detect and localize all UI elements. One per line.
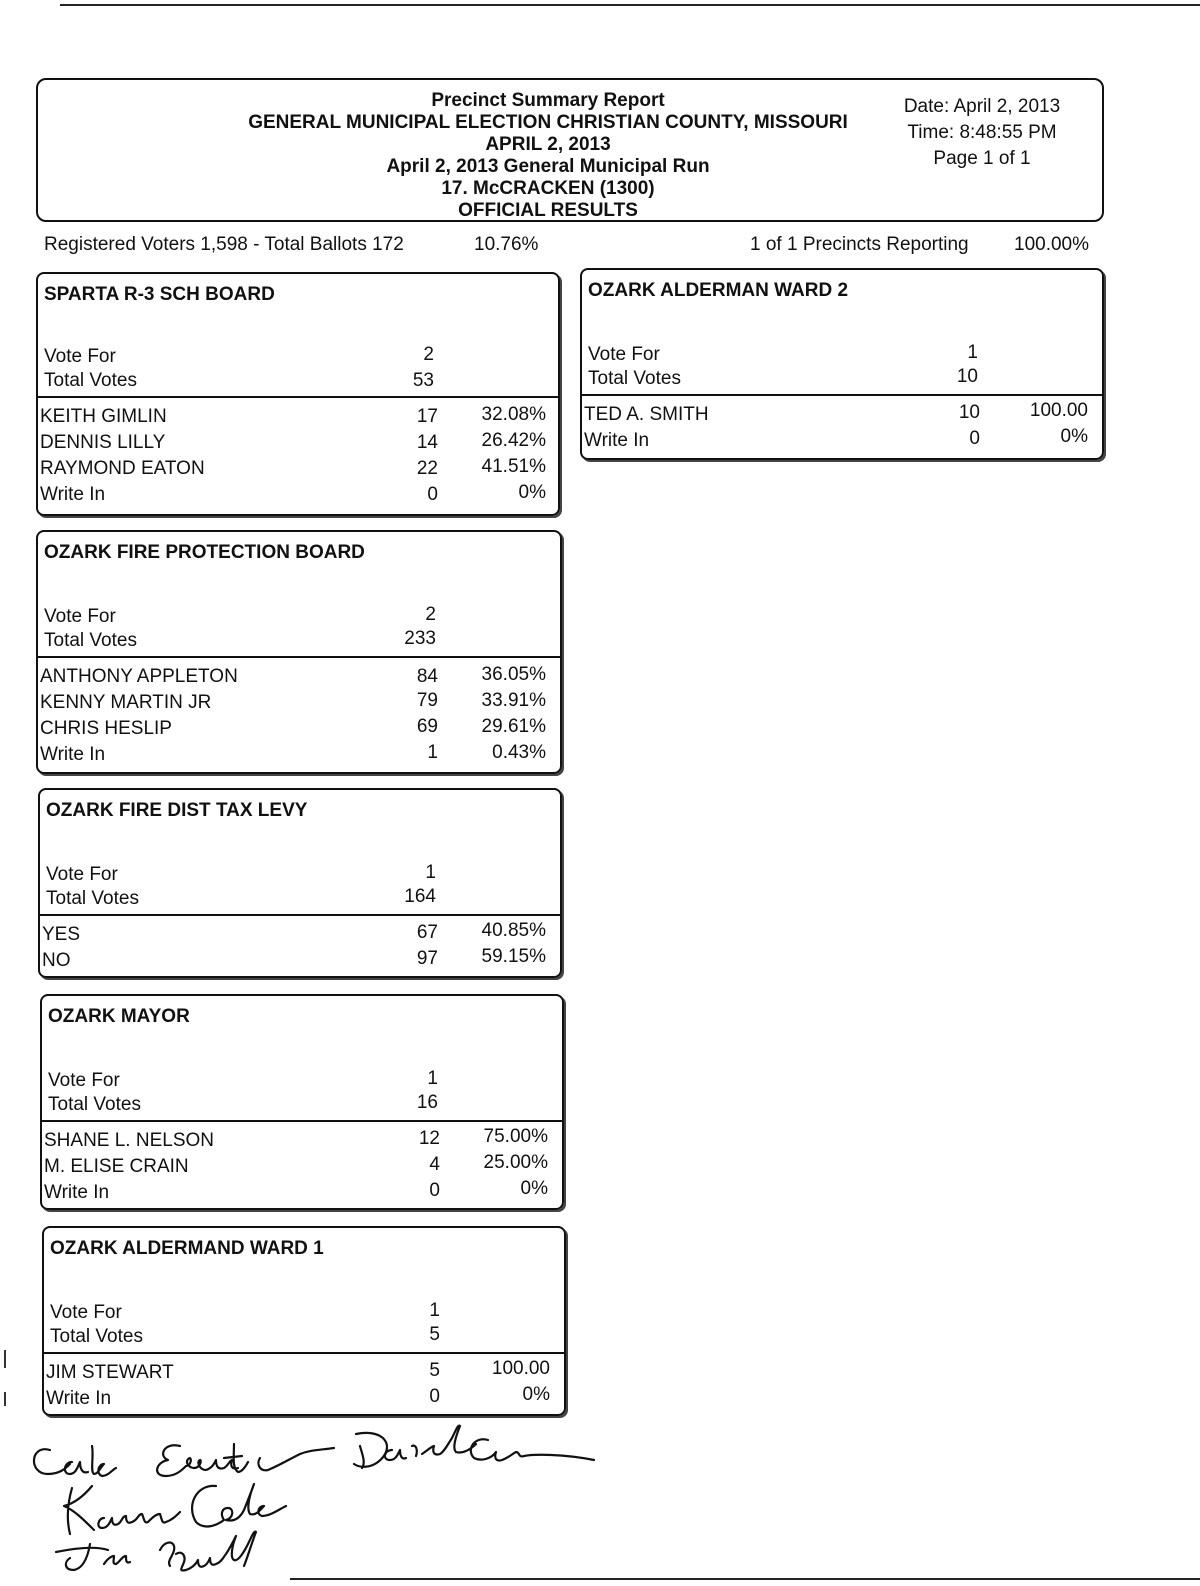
signature-1 xyxy=(34,1446,116,1476)
signature-3 xyxy=(64,1484,286,1534)
candidate-name: KEITH GIMLIN xyxy=(40,406,167,427)
vote-for-label: Vote For xyxy=(50,1302,122,1323)
total-votes-label: Total Votes xyxy=(44,370,137,391)
candidate-votes: 22 xyxy=(416,458,438,479)
vote-for-label: Vote For xyxy=(44,346,116,367)
candidate-pct: 100.00 xyxy=(1029,400,1088,421)
total-votes-label: Total Votes xyxy=(44,630,137,651)
total-votes-value: 5 xyxy=(429,1324,440,1345)
candidate-votes: 12 xyxy=(418,1128,440,1149)
candidate-pct: 0% xyxy=(518,482,546,503)
divider xyxy=(42,1120,562,1122)
candidate-votes: 1 xyxy=(427,742,438,763)
vote-for-label: Vote For xyxy=(44,606,116,627)
candidate-pct: 59.15% xyxy=(481,946,546,967)
candidate-votes: 10 xyxy=(958,402,980,423)
candidate-name: ANTHONY APPLETON xyxy=(40,666,238,687)
candidate-votes: 14 xyxy=(416,432,438,453)
race-title: OZARK FIRE PROTECTION BOARD xyxy=(44,542,365,563)
candidate-votes: 0 xyxy=(429,1386,440,1407)
signature-4 xyxy=(56,1532,256,1571)
candidate-votes: 17 xyxy=(416,406,438,427)
total-votes-label: Total Votes xyxy=(588,368,681,389)
race-ozark-alderman-ward-1 xyxy=(42,1226,566,1416)
top-scan-line xyxy=(60,4,1200,6)
candidate-name: YES xyxy=(42,924,81,945)
candidate-name: JIM STEWART xyxy=(46,1362,174,1383)
race-ozark-alderman-ward-2 xyxy=(580,268,1104,460)
vote-for-value: 1 xyxy=(967,342,978,363)
total-votes-value: 164 xyxy=(404,886,436,907)
registered-voters: Registered Voters 1,598 - Total Ballots 172 xyxy=(44,234,404,255)
report-time: Time: 8:48:55 PM xyxy=(907,122,1057,143)
candidate-pct: 41.51% xyxy=(481,456,546,477)
scan-edge-mark xyxy=(4,1392,6,1406)
candidate-votes: 69 xyxy=(416,716,438,737)
report-header xyxy=(36,78,1104,222)
race-title: OZARK ALDERMAND WARD 1 xyxy=(50,1238,324,1259)
race-title: OZARK FIRE DIST TAX LEVY xyxy=(46,800,308,821)
vote-for-label: Vote For xyxy=(46,864,118,885)
total-votes-label: Total Votes xyxy=(46,888,139,909)
candidate-name: Write In xyxy=(40,744,106,765)
candidate-name: RAYMOND EATON xyxy=(40,458,205,479)
vote-for-value: 2 xyxy=(423,344,434,365)
candidate-pct: 0% xyxy=(520,1178,548,1199)
candidate-votes: 79 xyxy=(416,690,438,711)
candidate-name: Write In xyxy=(46,1388,112,1409)
election-name: GENERAL MUNICIPAL ELECTION CHRISTIAN COUNTY, MISSOURI xyxy=(248,112,848,133)
divider xyxy=(38,396,558,398)
turnout-pct: 10.76% xyxy=(474,234,539,255)
report-title: Precinct Summary Report xyxy=(431,90,665,111)
precincts-reporting: 1 of 1 Precincts Reporting xyxy=(750,234,969,255)
candidate-votes: 4 xyxy=(429,1154,440,1175)
candidate-pct: 0.43% xyxy=(492,742,546,763)
vote-for-label: Vote For xyxy=(48,1070,120,1091)
candidate-pct: 25.00% xyxy=(483,1152,548,1173)
race-title: SPARTA R-3 SCH BOARD xyxy=(44,284,275,305)
divider xyxy=(44,1352,564,1354)
candidate-pct: 29.61% xyxy=(481,716,546,737)
precincts-reporting-pct: 100.00% xyxy=(1014,234,1090,255)
divider xyxy=(582,394,1102,396)
total-votes-value: 53 xyxy=(412,370,434,391)
candidate-votes: 67 xyxy=(416,922,438,943)
candidate-pct: 33.91% xyxy=(481,690,546,711)
candidate-name: Write In xyxy=(584,430,650,451)
report-meta xyxy=(872,94,1092,172)
candidate-pct: 40.85% xyxy=(481,920,546,941)
scan-edge-mark xyxy=(4,1350,6,1368)
candidate-pct: 36.05% xyxy=(481,664,546,685)
candidate-votes: 84 xyxy=(416,666,438,687)
total-votes-value: 16 xyxy=(416,1092,438,1113)
candidate-name: NO xyxy=(42,950,71,971)
run-name: April 2, 2013 General Municipal Run xyxy=(386,156,710,177)
candidate-pct: 0% xyxy=(1060,426,1088,447)
race-ozark-fire-protection-board xyxy=(36,530,562,774)
candidate-pct: 100.00 xyxy=(491,1358,550,1379)
race-title: OZARK MAYOR xyxy=(48,1006,190,1027)
vote-for-value: 1 xyxy=(429,1300,440,1321)
race-title: OZARK ALDERMAN WARD 2 xyxy=(588,280,849,301)
candidate-name: Write In xyxy=(44,1182,110,1203)
candidate-pct: 26.42% xyxy=(481,430,546,451)
candidate-name: CHRIS HESLIP xyxy=(40,718,172,739)
page-number: Page 1 of 1 xyxy=(933,148,1031,169)
vote-for-label: Vote For xyxy=(588,344,660,365)
total-votes-label: Total Votes xyxy=(48,1094,141,1115)
candidate-votes: 0 xyxy=(969,428,980,449)
total-votes-label: Total Votes xyxy=(50,1326,143,1347)
candidate-name: SHANE L. NELSON xyxy=(44,1130,214,1151)
signatures-icon xyxy=(20,1424,620,1584)
race-ozark-fire-dist-tax-levy xyxy=(38,788,562,978)
candidate-votes: 0 xyxy=(427,484,438,505)
divider xyxy=(40,914,560,916)
election-date: APRIL 2, 2013 xyxy=(485,134,611,155)
bottom-scan-line xyxy=(290,1578,1200,1580)
candidate-name: DENNIS LILLY xyxy=(40,432,166,453)
candidate-name: Write In xyxy=(40,484,106,505)
race-sparta-r3-sch-board xyxy=(36,272,560,516)
candidate-name: KENNY MARTIN JR xyxy=(40,692,212,713)
candidate-name: TED A. SMITH xyxy=(584,404,709,425)
vote-for-value: 1 xyxy=(427,1068,438,1089)
race-ozark-mayor xyxy=(40,994,564,1210)
candidate-votes: 97 xyxy=(416,948,438,969)
total-votes-value: 10 xyxy=(956,366,978,387)
vote-for-value: 1 xyxy=(425,862,436,883)
candidate-pct: 75.00% xyxy=(483,1126,548,1147)
signature-2 xyxy=(354,1426,594,1468)
candidate-pct: 0% xyxy=(522,1384,550,1405)
total-votes-value: 233 xyxy=(404,628,436,649)
candidate-votes: 0 xyxy=(429,1180,440,1201)
results-status: OFFICIAL RESULTS xyxy=(458,200,638,221)
precinct-name: 17. McCRACKEN (1300) xyxy=(441,178,655,199)
divider xyxy=(38,656,560,658)
candidate-pct: 32.08% xyxy=(481,404,546,425)
candidate-votes: 5 xyxy=(429,1360,440,1381)
vote-for-value: 2 xyxy=(425,604,436,625)
report-date: Date: April 2, 2013 xyxy=(903,96,1061,117)
candidate-name: M. ELISE CRAIN xyxy=(44,1156,189,1177)
